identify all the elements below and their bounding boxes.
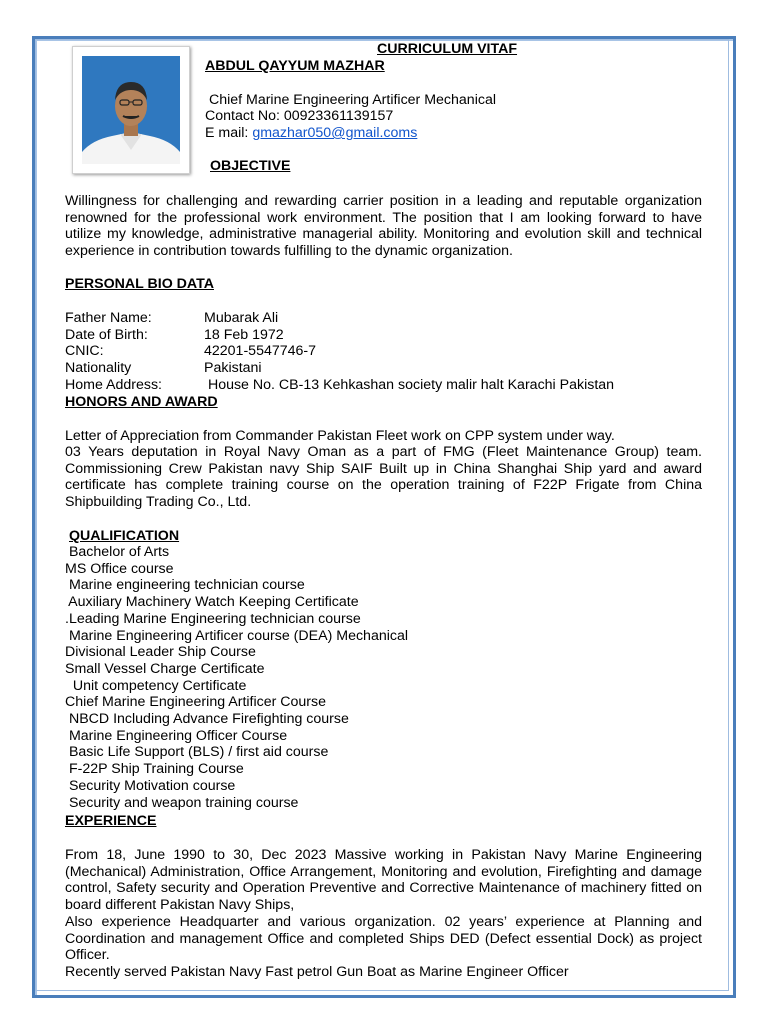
- list-item: Security and weapon training course: [65, 794, 299, 811]
- bio-label: Father Name:: [65, 310, 152, 326]
- experience-heading: EXPERIENCE: [65, 813, 157, 829]
- qualification-heading: QUALIFICATION: [69, 528, 180, 544]
- list-item: Divisional Leader Ship Course: [65, 644, 256, 661]
- list-item: Bachelor of Arts: [65, 544, 170, 560]
- email-link[interactable]: gmazhar050@gmail.coms: [252, 125, 418, 141]
- objective-heading: OBJECTIVE: [210, 158, 291, 174]
- experience-paragraph-2: Also experience Headquarter and various organization. 02 years’ experience at Planning and Coordination and management Office and completed Ships DED (Defect essential Dock) as project Officer.: [65, 914, 702, 964]
- list-item: Small Vessel Charge Certificate: [65, 660, 265, 677]
- experience-paragraph-1: From 18, June 1990 to 30, Dec 2023 Massive working in Pakistan Navy Marine Engineering (Mechanical) Administration, Office Arrangement, Monitoring and evolution, Firefighting and damage control, Safety security and Operation Preventive and Corrective Maintenance of machinery fitted on board different Pakistan Navy Ships,: [65, 847, 702, 914]
- list-item: Marine engineering technician course: [65, 577, 305, 594]
- list-item: Marine Engineering Artificer course (DEA) Mechanical: [65, 627, 409, 644]
- bio-value: House No. CB-13 Kehkashan society malir halt Karachi Pakistan: [204, 377, 615, 393]
- honors-line: Letter of Appreciation from Commander Pakistan Fleet work on CPP system under way.: [65, 428, 615, 444]
- bio-label: CNIC:: [65, 343, 104, 359]
- profile-photo: [82, 56, 180, 164]
- bio-value: Pakistani: [204, 360, 262, 376]
- bio-value: 42201-5547746-7: [204, 343, 317, 359]
- objective-text: Willingness for challenging and rewarding carrier position in a leading and reputable organization renowned for the professional work environment. The position that I am looking forward to have utilize my knowledge, administrative managerial ability. Monitoring and evolution skill and technical experience in contribution towards fulfilling to the dynamic organization.: [65, 193, 702, 260]
- list-item: Basic Life Support (BLS) / first aid course: [65, 744, 329, 761]
- qualification-list: [65, 544, 408, 811]
- list-item: .Leading Marine Engineering technician course: [65, 610, 361, 627]
- bio-value: 18 Feb 1972: [204, 327, 284, 343]
- list-item: Security Motivation course: [65, 777, 236, 794]
- honors-heading: HONORS AND AWARD: [65, 394, 218, 410]
- experience-paragraph-3: Recently served Pakistan Navy Fast petrol Gun Boat as Marine Engineer Officer: [65, 964, 569, 980]
- bio-value: Mubarak Ali: [204, 310, 279, 326]
- list-item: NBCD Including Advance Firefighting course: [65, 711, 349, 728]
- bio-heading: PERSONAL BIO DATA: [65, 276, 214, 292]
- bio-label: Date of Birth:: [65, 327, 148, 343]
- list-item: Chief Marine Engineering Artificer Course: [65, 694, 327, 711]
- email-label: E mail:: [205, 125, 253, 141]
- honors-paragraph: 03 Years deputation in Royal Navy Oman as a part of FMG (Fleet Maintenance Group) team. Commissioning Crew Pakistan navy Ship SAIF Built up in China Shanghai Ship yard and award certificate has complete training course on the operation training of F22P Frigate from China Shipbuilding Trading Co., Ltd.: [65, 444, 702, 511]
- contact-number: Contact No: 00923361139157: [205, 108, 394, 124]
- list-item: Unit competency Certificate: [65, 677, 247, 694]
- bio-label: Nationality: [65, 360, 132, 376]
- list-item: Auxiliary Machinery Watch Keeping Certificate: [65, 594, 359, 611]
- designation: Chief Marine Engineering Artificer Mechanical: [205, 92, 496, 108]
- candidate-name: ABDUL QAYYUM MAZHAR: [205, 58, 385, 74]
- profile-photo-frame: [72, 46, 190, 174]
- document-title: CURRICULUM VITAF: [377, 41, 518, 57]
- person-photo-icon: [82, 56, 180, 164]
- list-item: MS Office course: [65, 560, 174, 577]
- list-item: F-22P Ship Training Course: [65, 761, 244, 778]
- list-item: Marine Engineering Officer Course: [65, 727, 288, 744]
- email-line: [205, 125, 417, 142]
- bio-label: Home Address:: [65, 377, 162, 393]
